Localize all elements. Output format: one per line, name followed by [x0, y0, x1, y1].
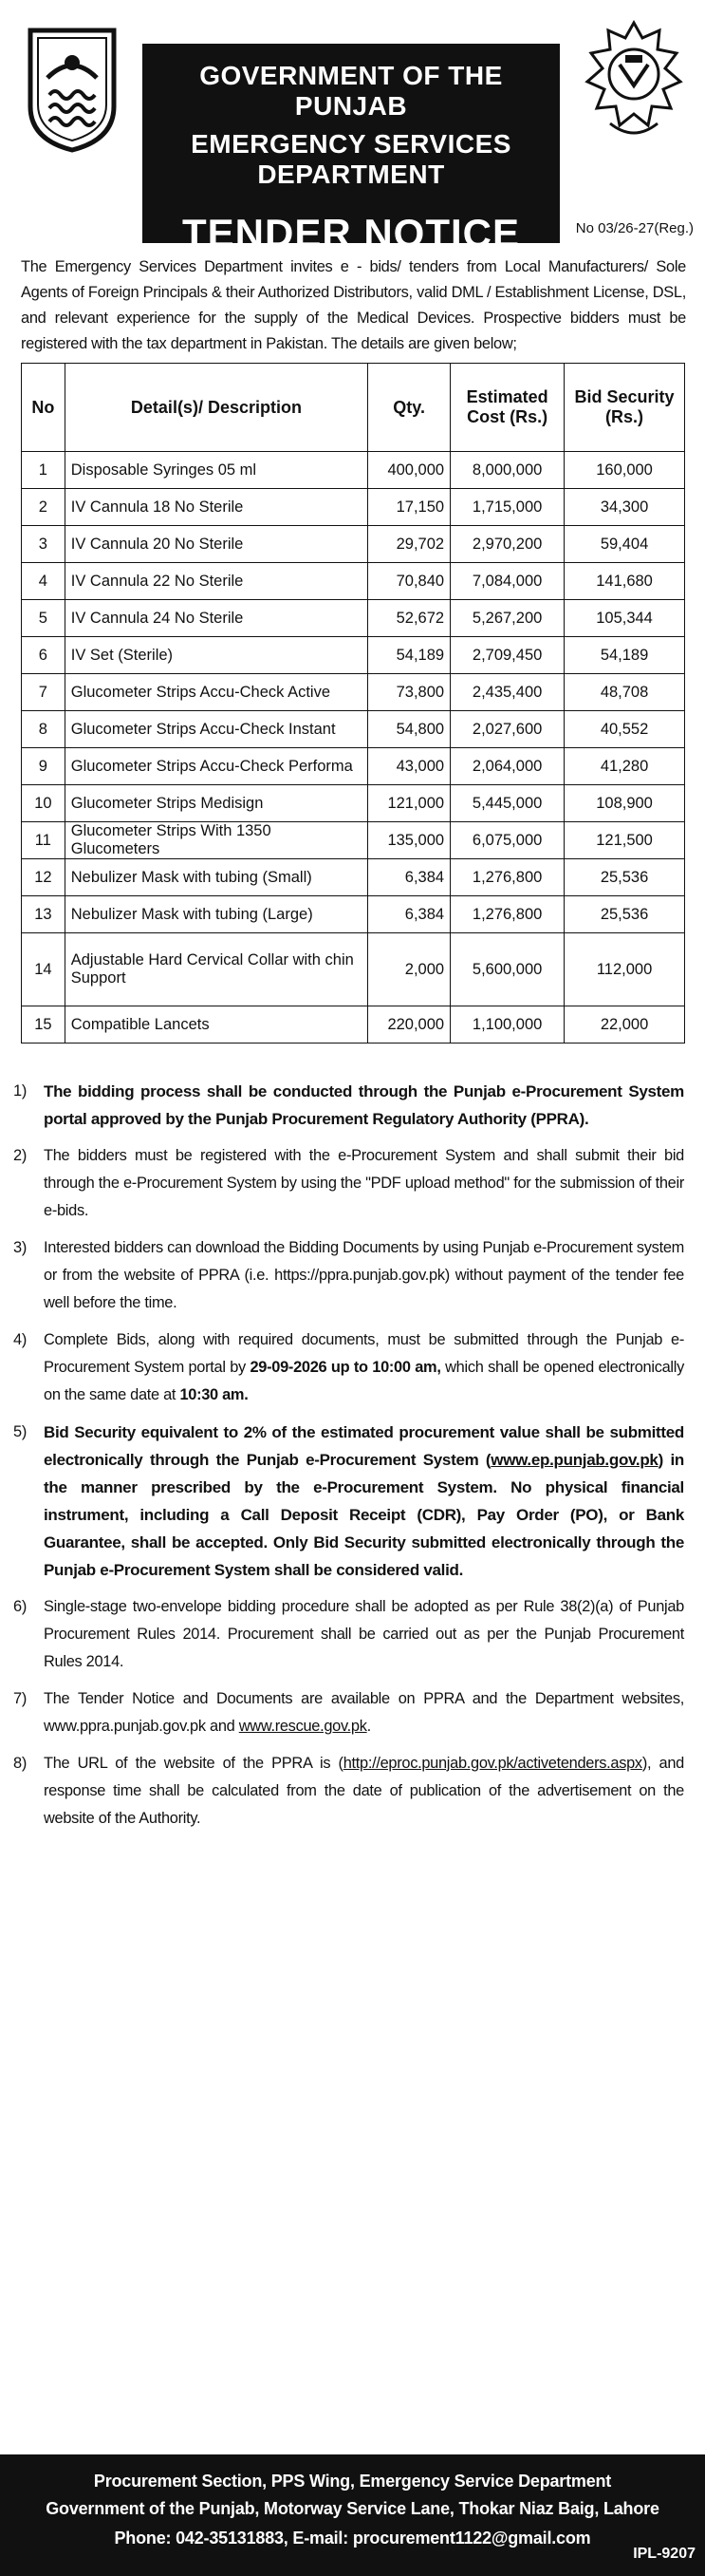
condition-text [44, 1750, 684, 1833]
deadline-text: 29-09-2026 up to 10:00 am, [250, 1359, 441, 1376]
table-row [22, 563, 685, 600]
condition-text-part: . [366, 1718, 371, 1735]
cell-bid: 141,680 [565, 563, 685, 600]
table-row [22, 452, 685, 489]
condition-number: 2) [13, 1147, 27, 1164]
condition-text-part: ), and response time shall be calculated from the date of publication of the advertisement on the website of the Authority. [44, 1755, 684, 1827]
cell-description: Glucometer Strips With 1350 Glucometers [65, 822, 367, 859]
cell-cost: 5,445,000 [451, 785, 565, 822]
condition-number: 3) [13, 1239, 27, 1256]
cell-bid: 59,404 [565, 526, 685, 563]
cell-bid: 54,189 [565, 637, 685, 674]
cell-no: 11 [22, 822, 65, 859]
header-no: No [22, 364, 65, 452]
rescue-website-link[interactable]: www.rescue.gov.pk [238, 1718, 367, 1735]
conditions-list [13, 1078, 684, 1833]
notice-title: TENDER NOTICE [181, 211, 520, 255]
table-row [22, 933, 685, 1006]
reference-number: No 03/26-27(Reg.) [575, 220, 694, 236]
cell-description: Glucometer Strips Accu-Check Active [65, 674, 367, 711]
condition-text-part: Complete Bids, along with required documents, must be submitted through the Punjab e-Procurement System portal by [44, 1331, 684, 1376]
cell-bid: 25,536 [565, 859, 685, 896]
footer [0, 2454, 705, 2576]
cell-bid: 108,900 [565, 785, 685, 822]
cell-description: IV Cannula 18 No Sterile [65, 489, 367, 526]
cell-cost: 2,064,000 [451, 748, 565, 785]
government-title: GOVERNMENT OF THE PUNJAB [199, 61, 503, 121]
table-row [22, 748, 685, 785]
condition-5 [13, 1419, 684, 1584]
cell-description: Adjustable Hard Cervical Collar with chin Support [65, 933, 367, 1006]
cell-qty: 29,702 [368, 526, 451, 563]
cell-cost: 5,267,200 [451, 600, 565, 637]
cell-description: Nebulizer Mask with tubing (Small) [65, 859, 367, 896]
cell-bid: 160,000 [565, 452, 685, 489]
table-row [22, 785, 685, 822]
table-row [22, 637, 685, 674]
condition-text: The bidders must be registered with the e-Procurement System and shall submit their bid through the e-Procurement System by using the "PDF upload method" for the submission of their e-bids. [44, 1147, 684, 1219]
cell-bid: 40,552 [565, 711, 685, 748]
cell-cost: 2,027,600 [451, 711, 565, 748]
table-row [22, 526, 685, 563]
condition-text-part: which shall be opened electronically on the same date at [44, 1359, 684, 1403]
cell-no: 8 [22, 711, 65, 748]
cell-no: 10 [22, 785, 65, 822]
cell-cost: 8,000,000 [451, 452, 565, 489]
condition-4 [13, 1326, 684, 1409]
cell-cost: 1,100,000 [451, 1006, 565, 1044]
cell-description: IV Cannula 22 No Sterile [65, 563, 367, 600]
cell-cost: 1,715,000 [451, 489, 565, 526]
header [0, 0, 705, 255]
ipl-number: IPL-9207 [633, 2546, 696, 2562]
header-estimated-cost: Estimated Cost (Rs.) [451, 364, 565, 452]
table-row [22, 711, 685, 748]
condition-6 [13, 1593, 684, 1676]
cell-no: 7 [22, 674, 65, 711]
condition-text: Single-stage two-envelope bidding procedure shall be adopted as per Rule 38(2)(a) of Punjab Procurement Rules 2014. Procurement shall be carried out as per the Punjab Procurement Rules 2014. [44, 1598, 684, 1670]
intro-paragraph: The Emergency Services Department invites e - bids/ tenders from Local Manufacturers/ Sole Agents of Foreign Principals & their Authorized Distributors, valid DML / Establishment License, DSL, and relevant experience for the supply of the Medical Devices. Prospective bidders must be registered with the tax department in Pakistan. The details are given below; [21, 258, 686, 352]
cell-bid: 25,536 [565, 896, 685, 933]
cell-qty: 6,384 [368, 896, 451, 933]
cell-cost: 2,970,200 [451, 526, 565, 563]
opening-time-text: 10:30 am. [179, 1386, 249, 1403]
cell-no: 9 [22, 748, 65, 785]
cell-cost: 2,435,400 [451, 674, 565, 711]
condition-8 [13, 1750, 684, 1833]
condition-2 [13, 1142, 684, 1225]
cell-qty: 70,840 [368, 563, 451, 600]
cell-description: Nebulizer Mask with tubing (Large) [65, 896, 367, 933]
footer-contact-line: Phone: 042-35131883, E-mail: procurement1122@gmail.com [114, 2529, 591, 2548]
table-row [22, 489, 685, 526]
eprocurement-link[interactable]: www.ep.punjab.gov.pk [491, 1451, 659, 1469]
condition-text: Interested bidders can download the Bidding Documents by using Punjab e-Procurement system or from the website of PPRA (i.e. https://ppra.punjab.gov.pk) without payment of the tender fee well before the time. [44, 1239, 684, 1311]
condition-1 [13, 1078, 684, 1133]
cell-qty: 121,000 [368, 785, 451, 822]
condition-text: The bidding process shall be conducted through the Punjab e-Procurement System portal approved by the Punjab Procurement Regulatory Authority (PPRA). [44, 1082, 684, 1128]
cell-no: 13 [22, 896, 65, 933]
condition-text-part: Bid Security equivalent to 2% of the estimated procurement value shall be submitted electronically through the Punjab e-Procurement System ( [44, 1423, 684, 1469]
department-title: EMERGENCY SERVICES DEPARTMENT [191, 129, 511, 189]
condition-number: 5) [13, 1423, 27, 1440]
ppra-tenders-link[interactable]: http://eproc.punjab.gov.pk/activetenders.aspx [343, 1755, 642, 1772]
condition-text [44, 1326, 684, 1409]
cell-qty: 54,189 [368, 637, 451, 674]
condition-text [44, 1419, 684, 1584]
cell-description: Glucometer Strips Accu-Check Instant [65, 711, 367, 748]
cell-bid: 22,000 [565, 1006, 685, 1044]
table-row [22, 674, 685, 711]
cell-cost: 5,600,000 [451, 933, 565, 1006]
cell-cost: 6,075,000 [451, 822, 565, 859]
condition-text-part: ) in the manner prescribed by the e-Procurement System. No physical financial instrument, including a Call Deposit Receipt (CDR), Pay Order (PO), or Bank Guarantee, shall be accepted. Only Bid Security submitted electronically through the Punjab e-Procurement System shall be considered valid. [44, 1451, 684, 1579]
condition-text-part: The Tender Notice and Documents are available on PPRA and the Department websites, [44, 1690, 684, 1707]
cell-no: 6 [22, 637, 65, 674]
punjab-emblem-icon [21, 21, 123, 154]
cell-bid: 121,500 [565, 822, 685, 859]
cell-description: IV Set (Sterile) [65, 637, 367, 674]
condition-number: 7) [13, 1690, 27, 1707]
cell-qty: 135,000 [368, 822, 451, 859]
tender-items-table [21, 363, 685, 1044]
title-banner [142, 44, 560, 255]
cell-description: Compatible Lancets [65, 1006, 367, 1044]
cell-qty: 73,800 [368, 674, 451, 711]
cell-description: Glucometer Strips Accu-Check Performa [65, 748, 367, 785]
condition-number: 8) [13, 1755, 27, 1772]
cell-no: 5 [22, 600, 65, 637]
cell-qty: 52,672 [368, 600, 451, 637]
condition-text-part: The URL of the website of the PPRA is ( [44, 1755, 343, 1772]
header-qty: Qty. [368, 364, 451, 452]
cell-cost: 2,709,450 [451, 637, 565, 674]
rescue-1122-emblem-icon [582, 17, 686, 148]
cell-bid: 112,000 [565, 933, 685, 1006]
condition-number: 4) [13, 1331, 27, 1348]
cell-qty: 43,000 [368, 748, 451, 785]
cell-description: IV Cannula 24 No Sterile [65, 600, 367, 637]
footer-section-line: Procurement Section, PPS Wing, Emergency Service Department [93, 2472, 612, 2491]
cell-no: 4 [22, 563, 65, 600]
cell-qty: 17,150 [368, 489, 451, 526]
cell-bid: 41,280 [565, 748, 685, 785]
cell-qty: 2,000 [368, 933, 451, 1006]
cell-qty: 220,000 [368, 1006, 451, 1044]
cell-qty: 6,384 [368, 859, 451, 896]
table-header-row [22, 364, 685, 452]
condition-text-part: and [205, 1718, 239, 1735]
cell-no: 3 [22, 526, 65, 563]
cell-description: Disposable Syringes 05 ml [65, 452, 367, 489]
header-bid-security: Bid Security (Rs.) [565, 364, 685, 452]
table-row [22, 1006, 685, 1044]
cell-bid: 48,708 [565, 674, 685, 711]
cell-no: 2 [22, 489, 65, 526]
footer-address-line: Government of the Punjab, Motorway Service Lane, Thokar Niaz Baig, Lahore [46, 2499, 659, 2518]
cell-bid: 34,300 [565, 489, 685, 526]
cell-description: IV Cannula 20 No Sterile [65, 526, 367, 563]
cell-no: 1 [22, 452, 65, 489]
cell-cost: 1,276,800 [451, 859, 565, 896]
cell-qty: 400,000 [368, 452, 451, 489]
condition-number: 6) [13, 1598, 27, 1615]
header-description: Detail(s)/ Description [65, 364, 367, 452]
table-row [22, 822, 685, 859]
cell-bid: 105,344 [565, 600, 685, 637]
table-row [22, 859, 685, 896]
cell-cost: 1,276,800 [451, 896, 565, 933]
ppra-website-link[interactable]: www.ppra.punjab.gov.pk [44, 1718, 206, 1735]
condition-7 [13, 1685, 684, 1740]
table-row [22, 600, 685, 637]
cell-no: 12 [22, 859, 65, 896]
condition-text [44, 1685, 684, 1740]
table-row [22, 896, 685, 933]
cell-no: 15 [22, 1006, 65, 1044]
cell-qty: 54,800 [368, 711, 451, 748]
cell-no: 14 [22, 933, 65, 1006]
cell-cost: 7,084,000 [451, 563, 565, 600]
condition-3 [13, 1234, 684, 1317]
cell-description: Glucometer Strips Medisign [65, 785, 367, 822]
condition-number: 1) [13, 1082, 27, 1100]
